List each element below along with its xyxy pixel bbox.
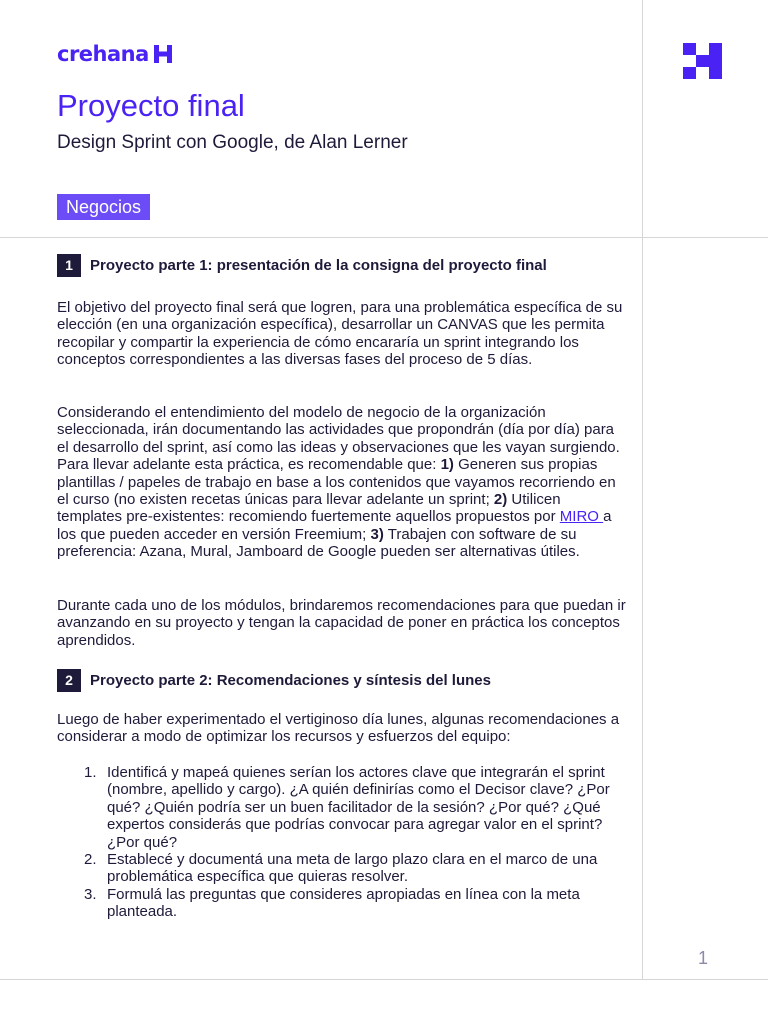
brand-logo <box>57 42 172 66</box>
paragraph-monday: Luego de haber experimentado el vertiginoso día lunes, algunas recomendaciones a considerar a modo de optimizar los recursos y esfuerzos del equipo: <box>57 711 620 746</box>
section-number-badge: 1 <box>57 254 81 277</box>
section-1-heading <box>57 254 547 277</box>
bold-number: 3) <box>370 525 384 543</box>
bold-number: 2) <box>493 491 508 509</box>
list-item <box>57 851 627 886</box>
page-number: 1 <box>698 948 709 968</box>
list-item <box>57 764 627 851</box>
text-span: Generen sus propias plantillas / papeles de trabajo en base a los contenidos que vayamos recorriendo en el curso (no existen recetas únicas para llevar adelante un sprint; <box>57 456 616 509</box>
paragraph-objective: El objetivo del proyecto final será que logren, para una problemática específica de su elección (en una organización específica), desarrollar un CANVAS que les permita recopilar y compartir la experiencia de cómo encararía un sprint integrando los conceptos correspondientes a las diversas fases del proceso de 5 días. <box>57 299 623 369</box>
header-divider <box>0 237 768 238</box>
footer-divider <box>0 979 768 980</box>
section-title: Proyecto parte 1: presentación de la consigna del proyecto final <box>90 257 547 274</box>
list-item-text: Formulá las preguntas que consideres apropiadas en línea con la meta planteada. <box>107 885 580 921</box>
miro-link[interactable]: MIRO <box>559 508 604 526</box>
category-tag: Negocios <box>57 194 150 220</box>
list-marker: 1. <box>84 764 97 781</box>
page-title: Proyecto final <box>57 88 245 123</box>
recommendations-list <box>57 764 627 921</box>
list-marker: 3. <box>84 885 97 903</box>
paragraph-recommendations <box>57 404 627 561</box>
text-span: Trabajen con software de su preferencia: Azana, Mural, Jamboard de Google pueden ser alternativas útiles. <box>57 525 580 561</box>
paragraph-modules: Durante cada uno de los módulos, brindaremos recomendaciones para que puedan ir avanzando en su proyecto y tengan la capacidad de poner en práctica los conceptos aprendidos. <box>57 597 626 649</box>
crehana-mark-icon <box>154 45 172 63</box>
section-title: Proyecto parte 2: Recomendaciones y síntesis del lunes <box>90 672 491 689</box>
list-item-text: Identificá y mapeá quienes serían los actores clave que integrarán el sprint (nombre, apellido y cargo). ¿A quién definirías como el Decisor clave? ¿Por qué? ¿Quién podría ser un buen facilitador de la sesión? ¿Por qué? ¿Qué expertos considerás que podrías convocar para agregar valor en el sprint? ¿Por qué? <box>107 764 610 851</box>
section-2-heading <box>57 669 491 692</box>
text-span: a los que pueden acceder en versión Freemium; <box>57 508 612 543</box>
list-item-text: Establecé y documentá una meta de largo plazo clara en el marco de una problemática específica que quieras resolver. <box>107 851 598 886</box>
section-number-badge: 2 <box>57 669 81 692</box>
list-item <box>57 886 627 921</box>
list-marker: 2. <box>84 851 97 869</box>
vertical-divider <box>642 0 643 980</box>
text-span: Utilicen templates pre-existentes: recomiendo fuertemente aquellos propuestos por <box>57 491 561 526</box>
crehana-corner-logo-icon <box>683 43 722 79</box>
page-subtitle: Design Sprint con Google, de Alan Lerner <box>57 132 408 153</box>
text-span: Considerando el entendimiento del modelo de negocio de la organización seleccionada, irán documentando las actividades que propondrán (día por día) para el desarrollo del sprint, así como las ideas y observaciones que les vayan surgiendo. Para llevar adelante esta práctica, es recomendable que: <box>57 404 620 474</box>
brand-name: crehana <box>57 42 149 66</box>
bold-number: 1) <box>440 456 454 474</box>
